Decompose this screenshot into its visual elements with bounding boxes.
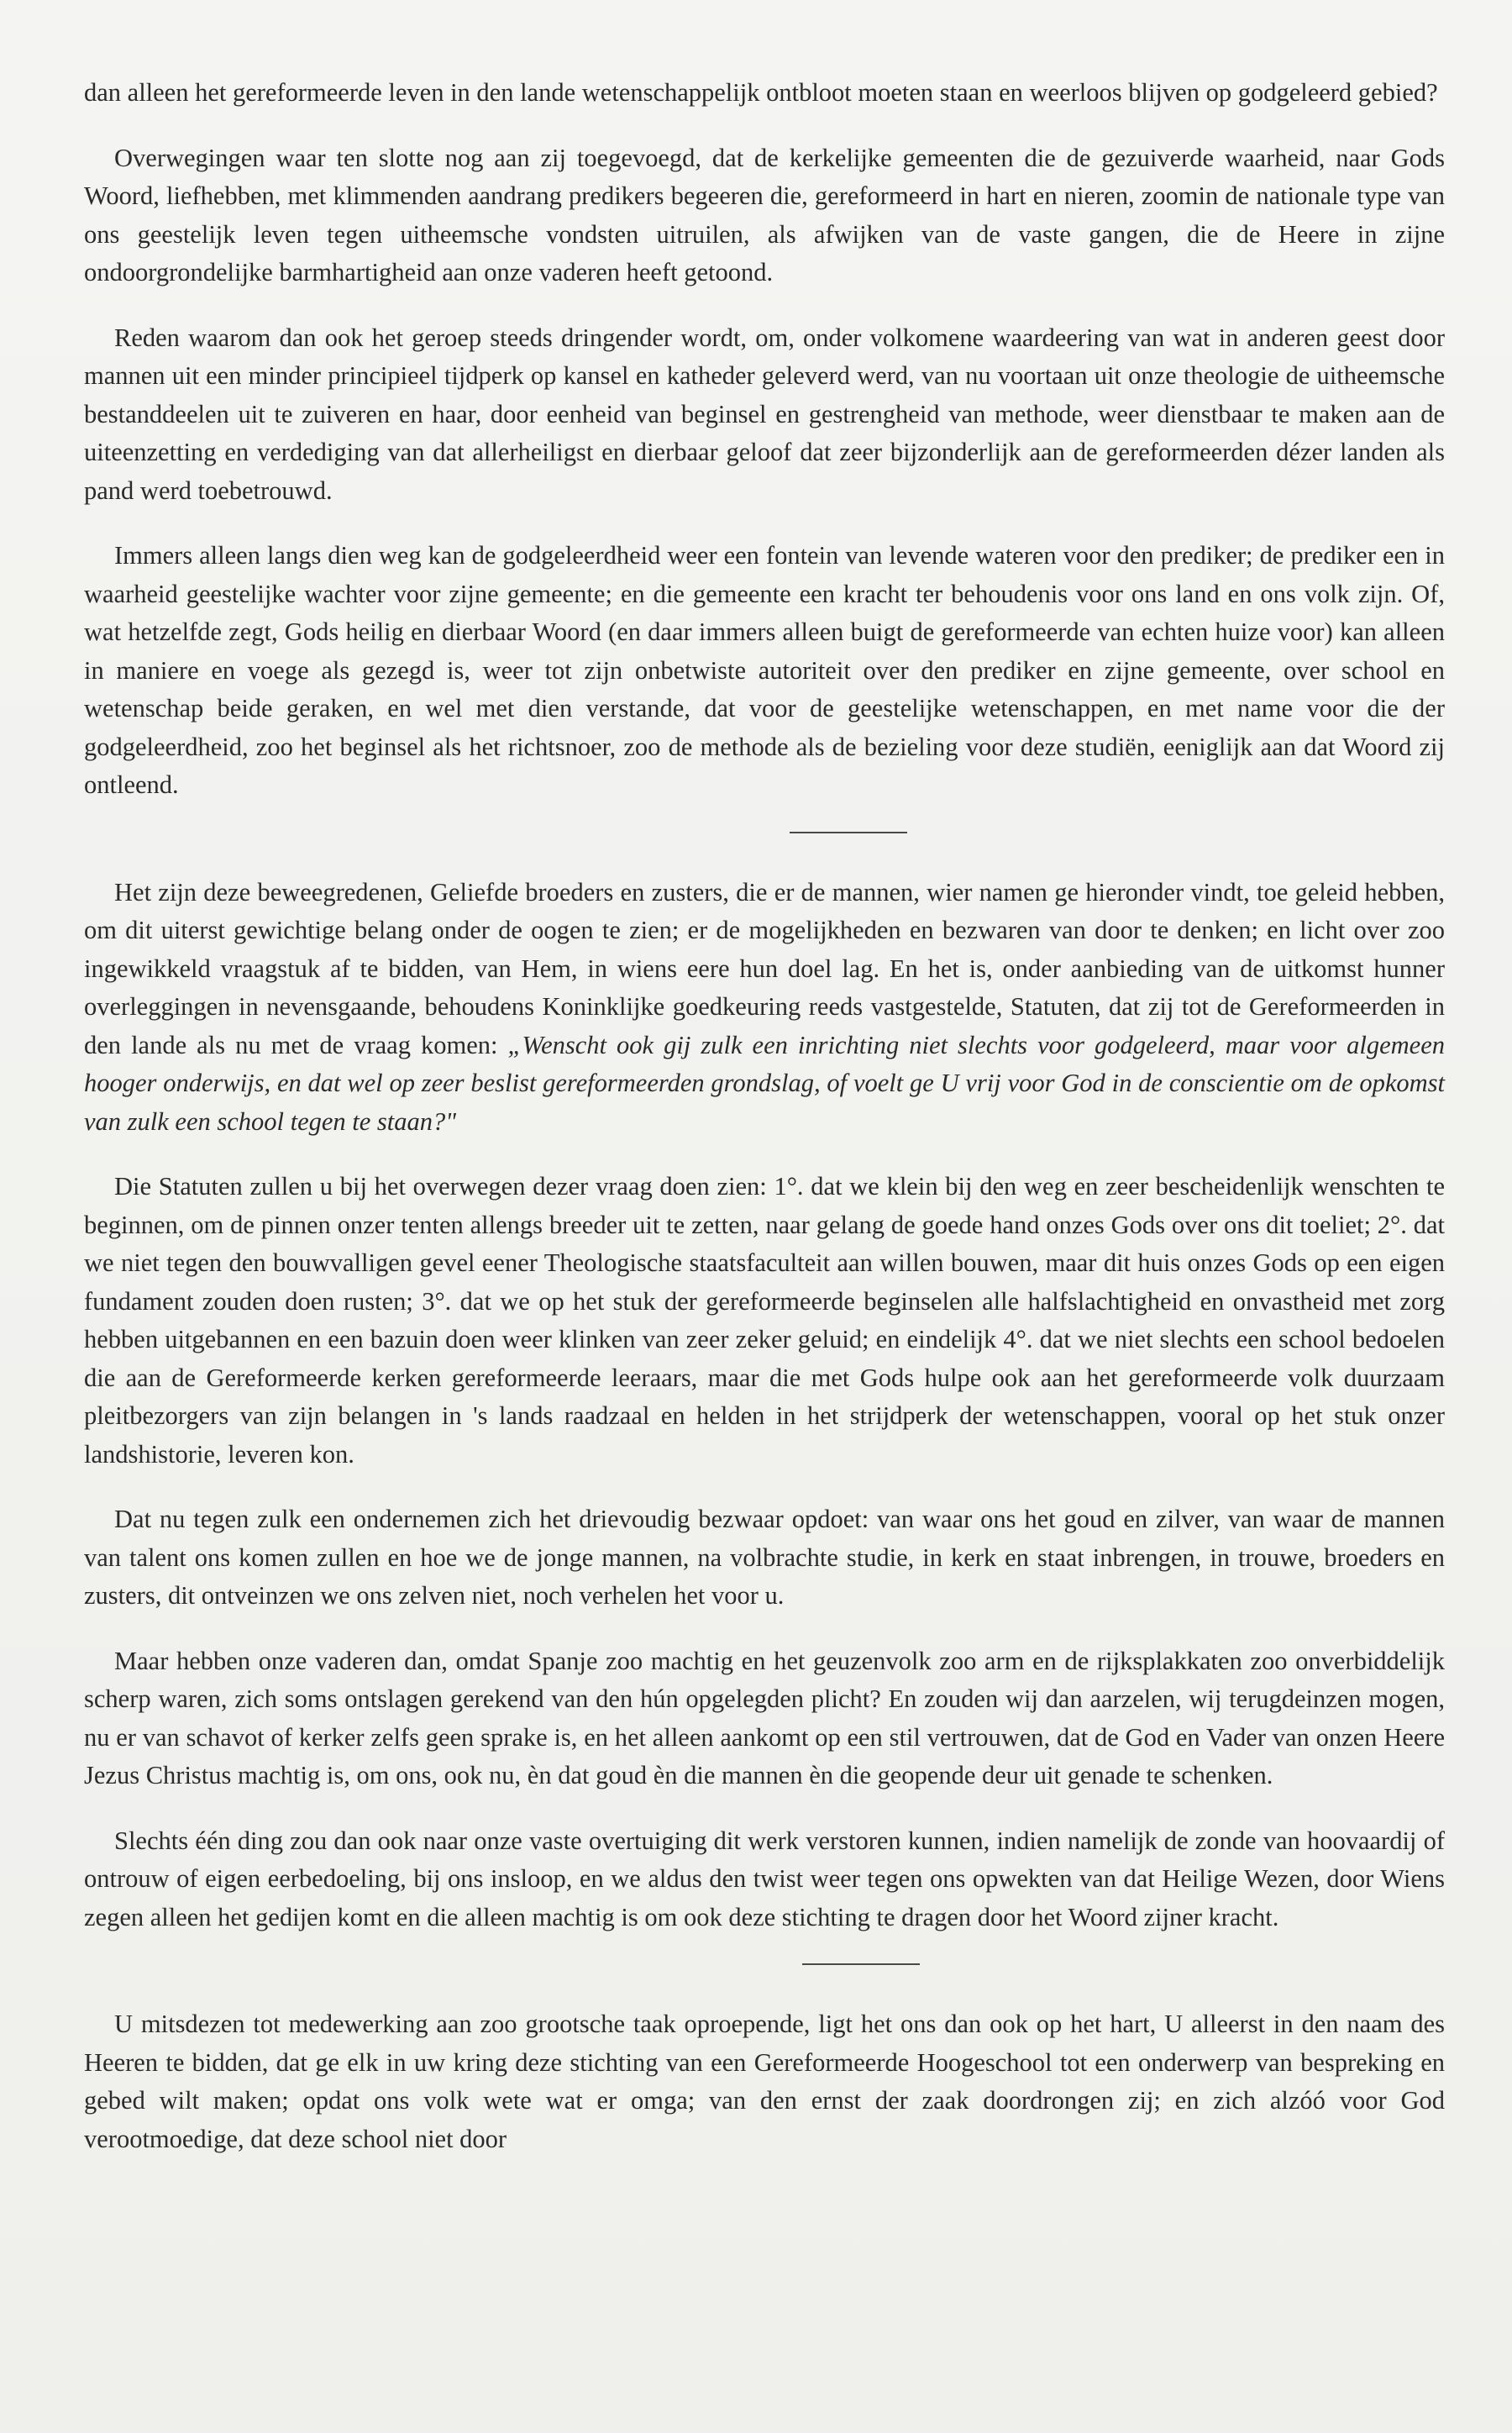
paragraph-6: Die Statuten zullen u bij het overwegen dezer vraag doen zien: 1°. dat we klein bij den weg en zeer bescheidenlijk wenschten te beginnen, om de pinnen onzer tenten allengs breeder uit te zetten, naar gelang de goede hand onzes Gods over ons dit toeliet; 2°. dat we niet tegen den bouwvalligen gevel eener Theologische staatsfaculteit aan willen bouwen, maar dit huis onzes Gods op een eigen fundament zouden doen rusten; 3°. dat we op het stuk der gereformeerde beginselen alle halfslachtigheid en onvastheid met zorg hebben uitgebannen en een bazuin doen weer klinken van zeer zeker geluid; en eindelijk 4°. dat we niet slechts een school bedoelen die aan de Gereformeerde kerken gereformeerde leeraars, maar die met Gods hulpe ook aan het gereformeerde volk duurzaam pleitbezorgers van zijn belangen in 's lands raadzaal en helden in het strijdperk der wetenschappen, vooral op het stuk onzer landshistorie, leveren kon. — [84, 1172, 1445, 1469]
paragraph-5 — [84, 874, 1445, 1142]
paragraph-9: Slechts één ding zou dan ook naar onze vaste overtuiging dit werk verstoren kunnen, indien namelijk de zonde van hoovaardij of ontrouw of eigen eerbedoeling, bij ons insloop, en we aldus den twist weer tegen ons opwekten van dat Heilige Wezen, door Wiens zegen alleen het gedijen komt en die alleen machtig is om ook deze stichting te dragen door het Woord zijner kracht. — [84, 1826, 1445, 1931]
section-divider — [790, 832, 907, 833]
section-divider — [802, 1963, 920, 1965]
paragraph-2: Overwegingen waar ten slotte nog aan zij toegevoegd, dat de kerkelijke gemeenten die de gezuiverde waarheid, naar Gods Woord, liefhebben, met klimmenden aandrang predikers begeeren die, gereformeerd in hart en nieren, zoomin de nationale type van ons geestelijk leven tegen uitheemsche vondsten uitruilen, als afwijken van de vaste gangen, die de Heere in zijne ondoorgrondelijke barmhartigheid aan onze vaderen heeft getoond. — [84, 143, 1445, 286]
paragraph-5-question: „Wenscht ook gij zulk een inrichting niet slechts voor godgeleerd, maar voor algemeen hooger onderwijs, en dat wel op zeer beslist gereformeerden grondslag, of voelt ge U vrij voor God in de conscientie om de opkomst van zulk een school tegen te staan?" — [84, 1030, 1445, 1136]
paragraph-4: Immers alleen langs dien weg kan de godgeleerdheid weer een fontein van levende wateren voor den prediker; de prediker een in waarheid geestelijke wachter voor zijne gemeente; en die gemeente een kracht ter behoudenis voor ons land en ons volk zijn. Of, wat hetzelfde zegt, Gods heilig en dierbaar Woord (en daar immers alleen buigt de gereformeerde van echten huize voor) kan alleen in maniere en voege als gezegd is, weer tot zijn onbetwiste autoriteit over den prediker en zijne gemeente, over school en wetenschap beide geraken, en wel met dien verstande, dat voor de geestelijke wetenschappen, en met name voor die der godgeleerdheid, zoo het beginsel als het richtsnoer, zoo de methode als de bezieling voor deze studiën, eeniglijk aan dat Woord zij ontleend. — [84, 541, 1445, 799]
paragraph-3: Reden waarom dan ook het geroep steeds dringender wordt, om, onder volkomene waardeering van wat in anderen geest door mannen uit een minder principieel tijdperk op kansel en katheder geleverd werd, van nu voortaan uit onze theologie de uitheemsche bestanddeelen uit te zuiveren en haar, door eenheid van beginsel en gestrengheid van methode, weer dienstbaar te maken aan de uiteenzetting en verdediging van dat allerheiligst en dierbaar geloof dat zeer bijzonderlijk aan de gereformeerden dézer landen als pand werd toebetrouwd. — [84, 323, 1445, 505]
paragraph-5-text: Het zijn deze beweegredenen, Geliefde broeders en zusters, die er de mannen, wier namen ge hieronder vindt, toe geleid hebben, om dit uiterst gewichtige belang onder de oogen te zien; er de mogelijkheden en bezwaren van door te denken; en licht over zoo ingewikkeld vraagstuk af te bidden, van Hem, in wiens eere hun doel lag. En het is, onder aanbieding van de uitkomst hunner overleggingen in nevensgaande, behoudens Koninklijke goedkeuring reeds vastgestelde, Statuten, dat zij tot de Gereformeerden in den lande als nu met de vraag komen: — [84, 877, 1445, 1059]
paragraph-10: U mitsdezen tot medewerking aan zoo grootsche taak oproepende, ligt het ons dan ook op het hart, U alleerst in den naam des Heeren te bidden, dat ge elk in uw kring deze stichting van een Gereformeerde Hoogeschool tot een onderwerp van bespreking en gebed wilt maken; opdat ons volk wete wat er omga; van den ernst der zaak doordrongen zij; en zich alzóó voor God verootmoedige, dat deze school niet door — [84, 2010, 1445, 2153]
paragraph-1: dan alleen het gereformeerde leven in den lande wetenschappelijk ontbloot moeten staan en weerloos blijven op godgeleerd gebied? — [84, 78, 1438, 107]
paragraph-7: Dat nu tegen zulk een ondernemen zich het drievoudig bezwaar opdoet: van waar ons het goud en zilver, van waar de mannen van talent ons komen zullen en hoe we de jonge mannen, na volbrachte studie, in kerk en staat inbrengen, in trouwe, broeders en zusters, dit ontveinzen we ons zelven niet, noch verhelen het voor u. — [84, 1505, 1445, 1610]
paragraph-8: Maar hebben onze vaderen dan, omdat Spanje zoo machtig en het geuzenvolk zoo arm en de rijksplakkaten zoo onverbiddelijk scherp waren, zich soms ontslagen gerekend van den hún opgelegden plicht? En zouden wij dan aarzelen, wij terugdeinzen mogen, nu er van schavot of kerker zelfs geen sprake is, en het alleen aankomt op een stil vertrouwen, dat de God en Vader van onzen Heere Jezus Christus machtig is, om ons, ook nu, èn dat goud èn die mannen èn die geopende deur uit genade te schenken. — [84, 1646, 1445, 1789]
